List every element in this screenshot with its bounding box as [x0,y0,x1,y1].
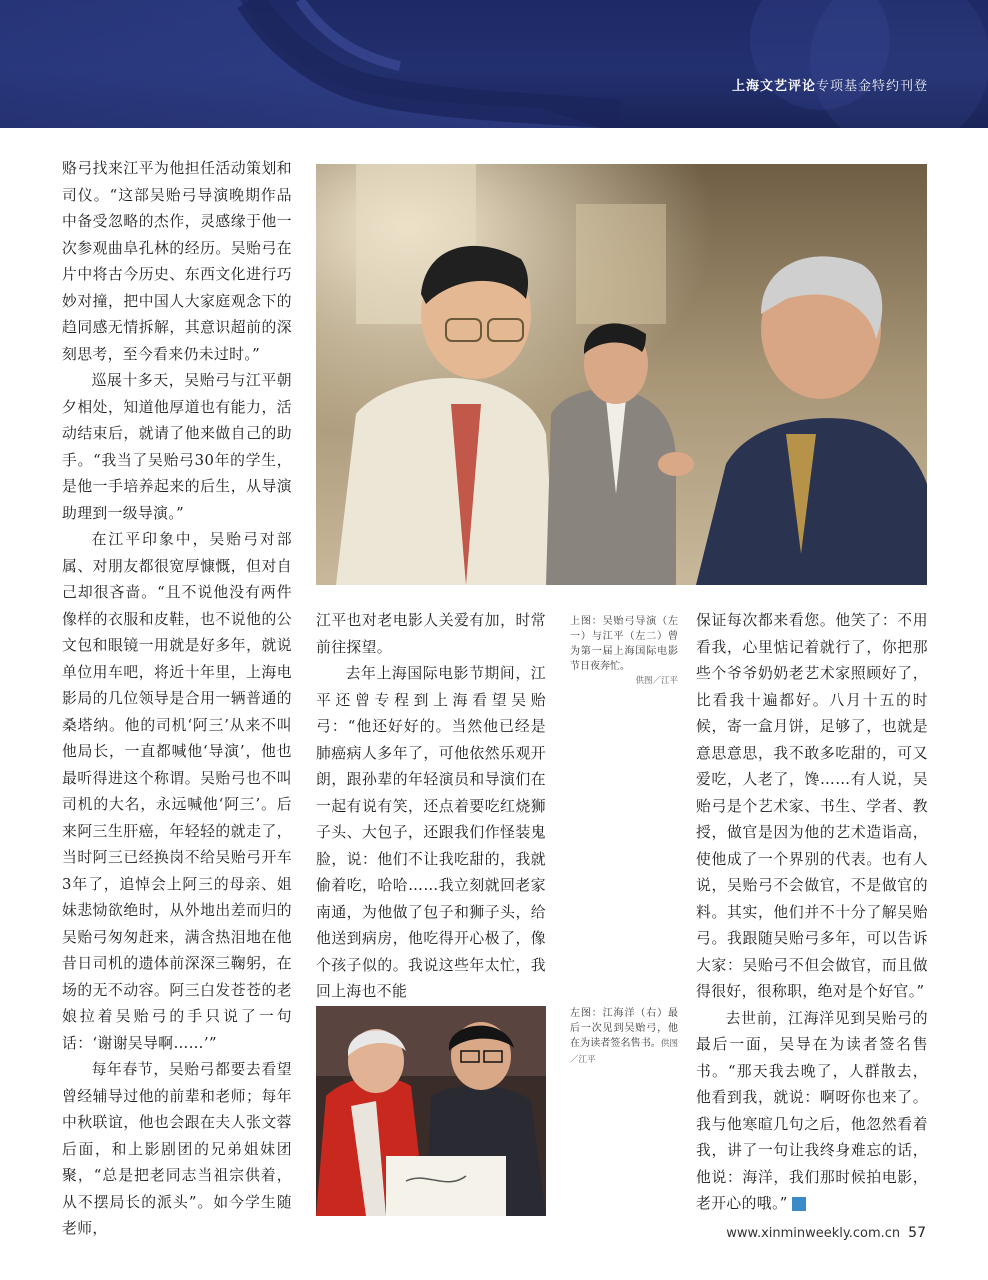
paragraph [696,1006,928,1218]
banner-subtitle: 专项基金特约刊登 [815,79,928,94]
article-column-3 [696,608,928,1218]
page-number: 57 [908,1225,926,1241]
paragraph: 赂弓找来江平为他担任活动策划和司仪。“这部吴贻弓导演晚期作品中备受忽略的杰作，灵感缘于他一次参观曲阜孔林的经历。吴贻弓在片中将古今历史、东西文化进行巧妙对撞，把中国人大家庭观念下的趋同感无情拆解，其意识超前的深刻思考，至今看来仍未过时。” [62,160,292,363]
paragraph: 去年上海国际电影节期间，江平还曾专程到上海看望吴贻弓：“他还好好的。当然他已经是肺癌病人多年了，可他依然乐观开朗，跟孙辈的年轻演员和导演们在一起有说有笑，还点着要吃红烧狮子头、大包子，还跟我们作怪装鬼脸，说：他们不让我吃甜的，我就偷着吃，哈哈……我立刻就回老家南通，为他做了包子和狮子头，给他送到病房，他吃得开心极了，像个孩子似的。我说这些年太忙，我回上海也不能 [316,665,546,1000]
caption-bottom [570,1006,678,1068]
banner-title [732,75,928,94]
paragraph: 每年春节，吴贻弓都要去看望曾经辅导过他的前辈和老师；每年中秋联谊，他也会跟在夫人张文蓉后面，和上影剧团的兄弟姐妹团聚，“总是把老同志当祖宗供着，从不摆局长的派头”。如今学生随老师， [62,1061,292,1237]
banner-brand: 上海文艺评论 [731,79,816,94]
caption-top-credit: 供图／江平 [635,676,678,686]
photo-directors [316,164,927,585]
page-footer [726,1225,926,1241]
paragraph: 在江平印象中，吴贻弓对部属、对朋友都很宽厚慷慨，但对自己却很吝啬。“且不说他没有两件像样的衣服和皮鞋，也不说他的公文包和眼镜一用就是好多年，就说单位用车吧，将近十年里，上海电影局的几位领导是合用一辆普通的桑塔纳。他的司机‘阿三’从来不叫他局长，一直都喊他‘导演’，他也最听得进这个称谓。吴贻弓也不叫司机的大名，永远喊他‘阿三’。后来阿三生肝癌，年轻轻的就走了，当时阿三已经换岗不给吴贻弓开车3年了，追悼会上阿三的母亲、姐妹悲恸欲绝时，从外地出差而归的吴贻弓匆匆赶来，满含热泪地在他昔日司机的遗体前深深三鞠躬，在场的无不动容。阿三白发苍苍的老娘拉着吴贻弓的手只说了一句话：‘谢谢吴导啊……’” [62,531,292,1052]
photo-book-signing [316,1006,546,1216]
caption-top [570,614,678,689]
end-mark-icon: 新 [792,1197,806,1211]
banner-decoration [0,0,988,128]
header-banner [0,0,988,128]
article-column-1 [62,156,292,1243]
paragraph-text: 去世前，江海洋见到吴贻弓的最后一面，吴导在为读者签名售书。“那天我去晚了，人群散去，他看到我，就说：啊呀你也来了。我与他寒暄几句之后，他忽然看着我，讲了一句让我终身难忘的话，他说：海洋，我们那时候拍电影，老开心的哦。” [696,1009,928,1212]
footer-url: www.xinminweekly.com.cn [726,1226,901,1241]
paragraph: 江平也对老电影人关爱有加，时常前往探望。 [316,612,546,656]
caption-top-text: 上图：吴贻弓导演（左一）与江平（左二）曾为第一届上海国际电影节日夜奔忙。 [570,616,678,672]
paragraph: 保证每次都来看您。他笑了：不用看我，心里惦记着就行了，你把那些个爷爷奶奶老艺术家照顾好了，比看我十遍都好。八月十五的时候，寄一盒月饼，足够了，也就是意思意思，我不敢多吃甜的，可又爱吃，人老了，馋……有人说，吴贻弓是个艺术家、书生、学者、教授，做官是因为他的艺术造诣高，使他成了一个界别的代表。也有人说，吴贻弓不会做官，不是做官的料。其实，他们并不十分了解吴贻弓。我跟随吴贻弓多年，可以告诉大家：吴贻弓不但会做官，而且做得很好，很称职，绝对是个好官。” [696,612,928,1000]
caption-bottom-credit: 供图／江平 [570,1039,678,1065]
caption-bottom-text: 左图：江海洋（右）最后一次见到吴贻弓，他在为读者签名售书。 [570,1008,678,1049]
article-column-2 [316,608,546,1006]
paragraph: 巡展十多天，吴贻弓与江平朝夕相处，知道他厚道也有能力，活动结束后，就请了他来做自己的助手。“我当了吴贻弓30年的学生，是他一手培养起来的后生，从导演助理到一级导演。” [62,372,292,522]
